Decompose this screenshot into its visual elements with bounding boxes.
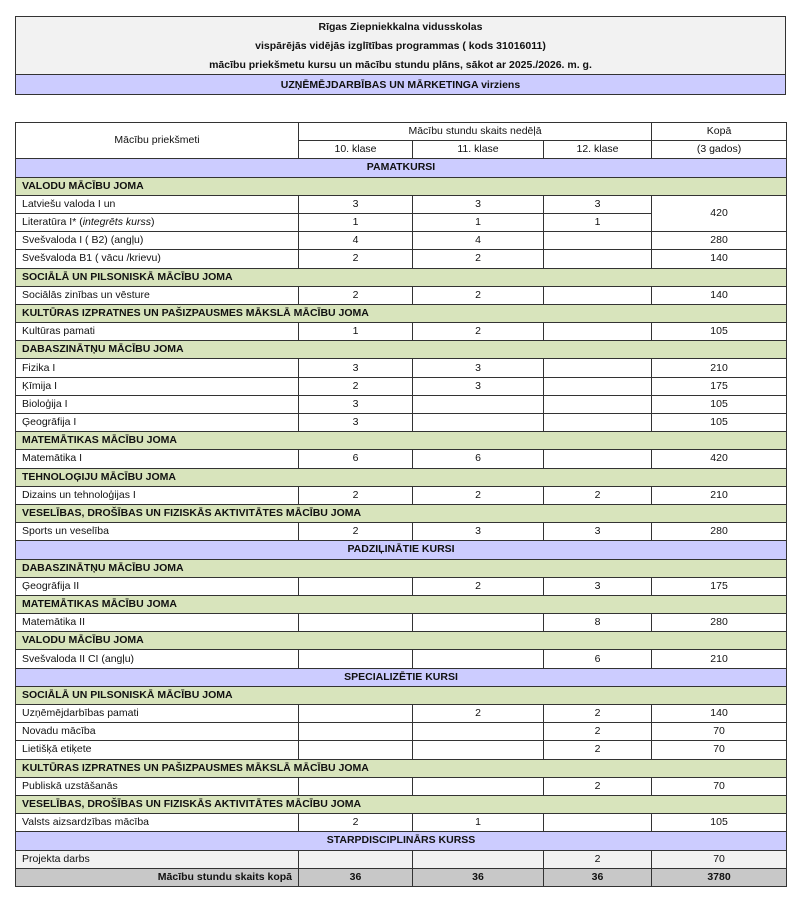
subject-name: Fizika I xyxy=(16,359,299,377)
table-row xyxy=(16,814,787,832)
hours-grade-10 xyxy=(299,577,413,595)
hours-grade-12: 3 xyxy=(544,195,652,213)
total-hours: 105 xyxy=(652,323,787,341)
hours-grade-11: 3 xyxy=(413,523,544,541)
total-hours: 210 xyxy=(652,650,787,668)
hours-grade-10: 3 xyxy=(299,395,413,413)
hours-grade-11 xyxy=(413,777,544,795)
hours-grade-12 xyxy=(544,286,652,304)
subject-name: Matemātika II xyxy=(16,614,299,632)
hours-grade-12: 2 xyxy=(544,777,652,795)
total-label: Mācību stundu skaits kopā xyxy=(16,868,299,886)
total-hours: 420 xyxy=(652,450,787,468)
subject-area-label: VESELĪBAS, DROŠĪBAS UN FIZISKĀS AKTIVITĀTES MĀCĪBU JOMA xyxy=(16,795,787,813)
subject-area-label: KULTŪRAS IZPRATNES UN PAŠIZPAUSMES MĀKSLĀ MĀCĪBU JOMA xyxy=(16,759,787,777)
hours-grade-11: 2 xyxy=(413,705,544,723)
total-hours: 70 xyxy=(652,777,787,795)
subject-area-row xyxy=(16,304,787,322)
hours-grade-12: 2 xyxy=(544,486,652,504)
subject-area-row xyxy=(16,268,787,286)
total-hours: 70 xyxy=(652,850,787,868)
hours-grade-12 xyxy=(544,414,652,432)
total-hours: 105 xyxy=(652,814,787,832)
hours-grade-12: 2 xyxy=(544,741,652,759)
section-row xyxy=(16,832,787,850)
total-hours: 70 xyxy=(652,723,787,741)
hours-grade-11: 2 xyxy=(413,486,544,504)
section-label: PAMATKURSI xyxy=(16,159,787,177)
total-hours: 140 xyxy=(652,250,787,268)
column-header-total: Kopā xyxy=(652,123,787,141)
hours-grade-10: 2 xyxy=(299,286,413,304)
hours-grade-10 xyxy=(299,705,413,723)
hours-grade-10: 2 xyxy=(299,377,413,395)
section-row xyxy=(16,668,787,686)
hours-grade-10: 1 xyxy=(299,213,413,231)
hours-grade-10 xyxy=(299,777,413,795)
column-header-hours: Mācību stundu skaits nedēļā xyxy=(299,123,652,141)
hours-grade-12: 6 xyxy=(544,650,652,668)
column-header-grade-10: 10. klase xyxy=(299,141,413,159)
subject-name: Ģeogrāfija II xyxy=(16,577,299,595)
hours-grade-12 xyxy=(544,232,652,250)
total-row xyxy=(16,868,787,886)
plan-title: mācību priekšmetu kursu un mācību stundu plāns, sākot ar 2025./2026. m. g. xyxy=(16,55,786,75)
hours-grade-11: 1 xyxy=(413,213,544,231)
hours-grade-12 xyxy=(544,359,652,377)
subject-name: Literatūra I* (integrēts kurss) xyxy=(16,213,299,231)
table-row xyxy=(16,232,787,250)
table-row xyxy=(16,450,787,468)
hours-grade-11: 2 xyxy=(413,250,544,268)
section-row xyxy=(16,159,787,177)
hours-grade-11: 3 xyxy=(413,195,544,213)
hours-grade-10: 2 xyxy=(299,250,413,268)
total-hours: 280 xyxy=(652,523,787,541)
table-row xyxy=(16,577,787,595)
subject-area-row xyxy=(16,341,787,359)
total-hours: 280 xyxy=(652,232,787,250)
total-hours: 420 xyxy=(652,195,787,231)
table-row xyxy=(16,650,787,668)
hours-grade-10: 3 xyxy=(299,414,413,432)
total-hours: 105 xyxy=(652,414,787,432)
subject-name: Novadu mācība xyxy=(16,723,299,741)
subject-area-row xyxy=(16,632,787,650)
subject-area-label: MATEMĀTIKAS MĀCĪBU JOMA xyxy=(16,595,787,613)
total-hours: 140 xyxy=(652,286,787,304)
subject-name: Dizains un tehnoloģijas I xyxy=(16,486,299,504)
hours-grade-11 xyxy=(413,723,544,741)
section-row xyxy=(16,541,787,559)
hours-grade-10 xyxy=(299,723,413,741)
subject-name: Svešvaloda I ( B2) (angļu) xyxy=(16,232,299,250)
section-label: SPECIALIZĒTIE KURSI xyxy=(16,668,787,686)
subject-area-label: VESELĪBAS, DROŠĪBAS UN FIZISKĀS AKTIVITĀTES MĀCĪBU JOMA xyxy=(16,504,787,522)
subject-area-row xyxy=(16,559,787,577)
table-row xyxy=(16,286,787,304)
hours-grade-12 xyxy=(544,377,652,395)
subject-area-row xyxy=(16,759,787,777)
table-row xyxy=(16,195,787,213)
table-row xyxy=(16,523,787,541)
hours-grade-10 xyxy=(299,741,413,759)
hours-grade-10: 1 xyxy=(299,323,413,341)
hours-grade-10 xyxy=(299,614,413,632)
column-header-grade-11: 11. klase xyxy=(413,141,544,159)
subject-name: Ķīmija I xyxy=(16,377,299,395)
subject-name: Sociālās zinības un vēsture xyxy=(16,286,299,304)
table-row xyxy=(16,395,787,413)
table-row xyxy=(16,250,787,268)
subject-area-label: KULTŪRAS IZPRATNES UN PAŠIZPAUSMES MĀKSLĀ MĀCĪBU JOMA xyxy=(16,304,787,322)
subject-area-label: VALODU MĀCĪBU JOMA xyxy=(16,632,787,650)
total-overall: 3780 xyxy=(652,868,787,886)
total-hours: 140 xyxy=(652,705,787,723)
subject-area-label: SOCIĀLĀ UN PILSONISKĀ MĀCĪBU JOMA xyxy=(16,268,787,286)
total-hours: 280 xyxy=(652,614,787,632)
column-header-subject: Mācību priekšmeti xyxy=(16,123,299,159)
subject-area-row xyxy=(16,504,787,522)
table-row xyxy=(16,723,787,741)
table-row xyxy=(16,414,787,432)
subject-area-label: SOCIĀLĀ UN PILSONISKĀ MĀCĪBU JOMA xyxy=(16,686,787,704)
subject-area-row xyxy=(16,468,787,486)
table-row xyxy=(16,614,787,632)
subject-name: Svešvaloda B1 ( vācu /krievu) xyxy=(16,250,299,268)
hours-grade-11: 2 xyxy=(413,577,544,595)
hours-grade-12: 2 xyxy=(544,850,652,868)
subject-area-label: MATEMĀTIKAS MĀCĪBU JOMA xyxy=(16,432,787,450)
subject-name: Ģeogrāfija I xyxy=(16,414,299,432)
hours-grade-12: 3 xyxy=(544,523,652,541)
hours-grade-11 xyxy=(413,741,544,759)
subject-area-label: DABASZINĀTŅU MĀCĪBU JOMA xyxy=(16,559,787,577)
hours-grade-12: 1 xyxy=(544,213,652,231)
hours-grade-11: 3 xyxy=(413,359,544,377)
hours-grade-12 xyxy=(544,814,652,832)
hours-grade-10: 2 xyxy=(299,486,413,504)
hours-grade-11: 2 xyxy=(413,286,544,304)
section-label: PADZIĻINĀTIE KURSI xyxy=(16,541,787,559)
total-hours: 210 xyxy=(652,486,787,504)
program-name: vispārējās vidējās izglītības programmas ( kods 31016011) xyxy=(16,36,786,55)
section-label: STARPDISCIPLINĀRS KURSS xyxy=(16,832,787,850)
hours-grade-11 xyxy=(413,395,544,413)
hours-grade-10: 2 xyxy=(299,814,413,832)
subject-name: Latviešu valoda I un xyxy=(16,195,299,213)
hours-grade-10: 3 xyxy=(299,195,413,213)
hours-grade-12 xyxy=(544,450,652,468)
hours-grade-11: 6 xyxy=(413,450,544,468)
column-header-total-sub: (3 gados) xyxy=(652,141,787,159)
table-row xyxy=(16,741,787,759)
hours-grade-11 xyxy=(413,650,544,668)
subject-area-row xyxy=(16,686,787,704)
curriculum-table xyxy=(15,122,787,887)
table-row xyxy=(16,850,787,868)
subject-name: Publiskā uzstāšanās xyxy=(16,777,299,795)
subject-area-label: VALODU MĀCĪBU JOMA xyxy=(16,177,787,195)
hours-grade-11: 1 xyxy=(413,814,544,832)
hours-grade-11: 3 xyxy=(413,377,544,395)
total-grade-11: 36 xyxy=(413,868,544,886)
table-row xyxy=(16,377,787,395)
subject-name: Bioloģija I xyxy=(16,395,299,413)
column-header-grade-12: 12. klase xyxy=(544,141,652,159)
total-hours: 70 xyxy=(652,741,787,759)
subject-name: Svešvaloda II CI (angļu) xyxy=(16,650,299,668)
hours-grade-12 xyxy=(544,250,652,268)
subject-name: Matemātika I xyxy=(16,450,299,468)
subject-area-row xyxy=(16,795,787,813)
hours-grade-12 xyxy=(544,323,652,341)
school-name: Rīgas Ziepniekkalna vidusskolas xyxy=(16,17,786,37)
hours-grade-12 xyxy=(544,395,652,413)
hours-grade-12: 2 xyxy=(544,705,652,723)
total-hours: 175 xyxy=(652,577,787,595)
subject-name: Sports un veselība xyxy=(16,523,299,541)
subject-name: Kultūras pamati xyxy=(16,323,299,341)
total-hours: 105 xyxy=(652,395,787,413)
hours-grade-12: 3 xyxy=(544,577,652,595)
table-row xyxy=(16,705,787,723)
hours-grade-11 xyxy=(413,850,544,868)
hours-grade-12: 2 xyxy=(544,723,652,741)
direction-title: UZŅĒMĒJDARBĪBAS UN MĀRKETINGA virziens xyxy=(16,75,786,95)
hours-grade-11 xyxy=(413,614,544,632)
table-row xyxy=(16,486,787,504)
hours-grade-12: 8 xyxy=(544,614,652,632)
hours-grade-10: 6 xyxy=(299,450,413,468)
hours-grade-10: 3 xyxy=(299,359,413,377)
subject-area-row xyxy=(16,432,787,450)
subject-name: Valsts aizsardzības mācība xyxy=(16,814,299,832)
hours-grade-11: 4 xyxy=(413,232,544,250)
subject-area-row xyxy=(16,595,787,613)
hours-grade-10 xyxy=(299,850,413,868)
table-row xyxy=(16,359,787,377)
table-row xyxy=(16,323,787,341)
subject-name: Lietišķā etiķete xyxy=(16,741,299,759)
subject-area-row xyxy=(16,177,787,195)
subject-name: Uzņēmējdarbības pamati xyxy=(16,705,299,723)
curriculum-body xyxy=(16,159,787,887)
subject-name: Projekta darbs xyxy=(16,850,299,868)
total-hours: 175 xyxy=(652,377,787,395)
hours-grade-10: 2 xyxy=(299,523,413,541)
hours-grade-11: 2 xyxy=(413,323,544,341)
total-hours: 210 xyxy=(652,359,787,377)
total-grade-12: 36 xyxy=(544,868,652,886)
hours-grade-11 xyxy=(413,414,544,432)
hours-grade-10: 4 xyxy=(299,232,413,250)
subject-area-label: TEHNOLOĢIJU MĀCĪBU JOMA xyxy=(16,468,787,486)
total-grade-10: 36 xyxy=(299,868,413,886)
document-header xyxy=(15,16,786,95)
table-row xyxy=(16,777,787,795)
hours-grade-10 xyxy=(299,650,413,668)
subject-area-label: DABASZINĀTŅU MĀCĪBU JOMA xyxy=(16,341,787,359)
